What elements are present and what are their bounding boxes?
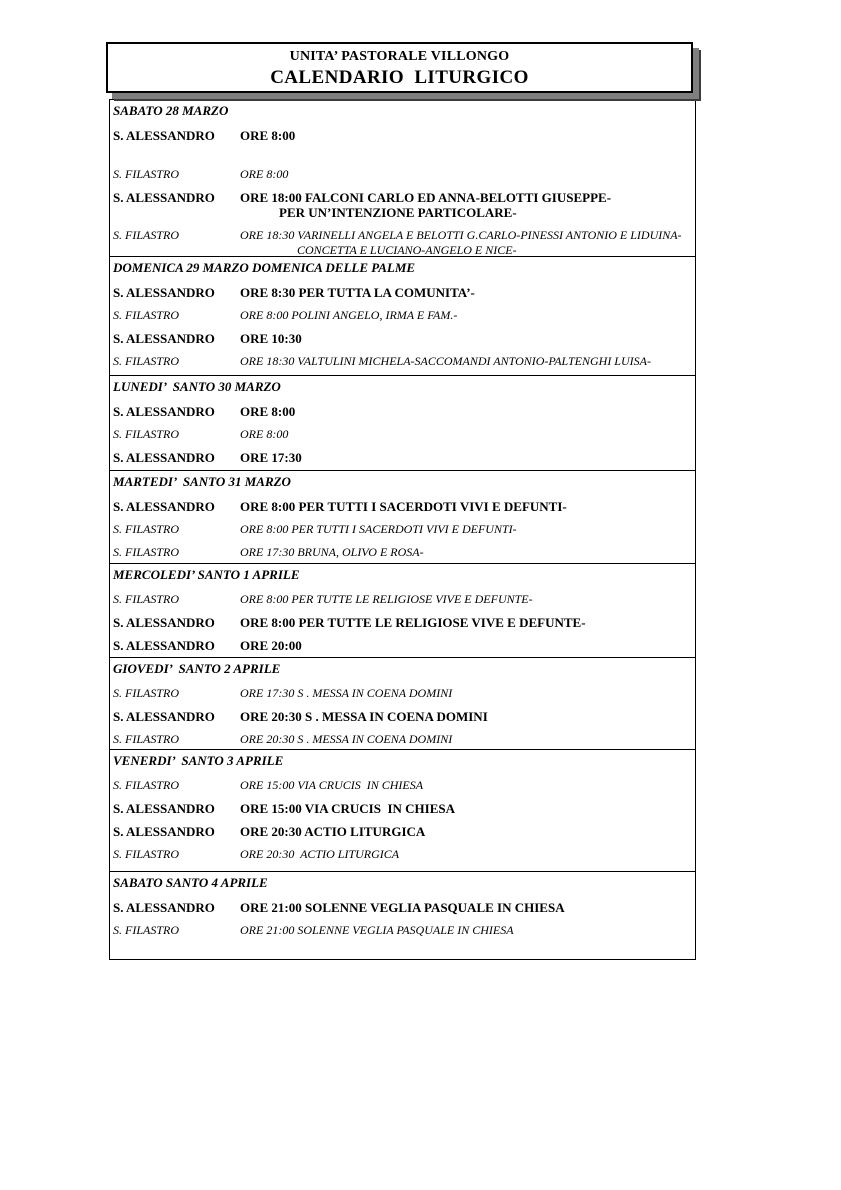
- mass-row: [113, 900, 693, 915]
- day-header: LUNEDI’ SANTO 30 MARZO: [113, 379, 281, 394]
- church-label: S. FILASTRO: [113, 686, 179, 700]
- mass-details: [240, 778, 693, 793]
- mass-detail-line: ORE 15:00 VIA CRUCIS IN CHIESA: [240, 801, 456, 816]
- header-box: [106, 42, 693, 93]
- mass-row: [113, 592, 693, 607]
- mass-details: [240, 308, 693, 323]
- mass-details: [240, 404, 693, 419]
- mass-detail-line: ORE 18:30 VARINELLI ANGELA E BELOTTI G.CARLO-PINESSI ANTONIO E LIDUINA-: [240, 228, 682, 242]
- day-header: MERCOLEDI’ SANTO 1 APRILE: [113, 567, 300, 582]
- mass-details: [240, 732, 693, 747]
- mass-row: [113, 331, 693, 346]
- mass-details: [240, 824, 693, 839]
- document-title: UNITA’ PASTORALE VILLONGO: [289, 49, 510, 64]
- mass-detail-continuation: CONCETTA E LUCIANO-ANGELO E NICE-: [297, 243, 517, 257]
- mass-detail-line: ORE 8:00: [240, 404, 296, 419]
- church-label: S. FILASTRO: [113, 847, 179, 861]
- mass-row: [113, 522, 693, 537]
- mass-details: [240, 847, 693, 862]
- church-label: S. FILASTRO: [113, 308, 179, 322]
- mass-details: [240, 592, 693, 607]
- mass-row: [113, 285, 693, 300]
- mass-details: [240, 228, 693, 257]
- mass-row: [113, 686, 693, 701]
- day-header: SABATO SANTO 4 APRILE: [113, 875, 268, 890]
- church-label: S. FILASTRO: [113, 732, 179, 746]
- mass-detail-line: ORE 20:30 ACTIO LITURGICA: [240, 824, 426, 839]
- mass-row: [113, 450, 693, 465]
- mass-details: [240, 638, 693, 653]
- day-section: [109, 99, 696, 257]
- mass-row: [113, 709, 693, 724]
- day-header: SABATO 28 MARZO: [113, 103, 229, 118]
- day-header: MARTEDI’ SANTO 31 MARZO: [113, 474, 291, 489]
- mass-detail-line: ORE 8:00: [240, 167, 289, 181]
- day-section: [109, 375, 696, 471]
- mass-row: [113, 404, 693, 419]
- mass-detail-line: ORE 20:30 ACTIO LITURGICA: [240, 847, 400, 861]
- mass-detail-line: ORE 8:00 PER TUTTI I SACERDOTI VIVI E DEFUNTI-: [240, 499, 567, 514]
- church-label: S. ALESSANDRO: [113, 331, 215, 346]
- mass-row: [113, 190, 693, 220]
- mass-details: [240, 522, 693, 537]
- church-label: S. ALESSANDRO: [113, 900, 215, 915]
- church-label: S. FILASTRO: [113, 167, 179, 181]
- mass-details: [240, 686, 693, 701]
- mass-detail-line: ORE 8:00 PER TUTTI I SACERDOTI VIVI E DEFUNTI-: [240, 522, 517, 536]
- liturgical-calendar-table: [109, 99, 696, 960]
- mass-row: [113, 308, 693, 323]
- mass-detail-line: ORE 20:00: [240, 638, 302, 653]
- mass-row: [113, 128, 693, 143]
- church-label: S. ALESSANDRO: [113, 801, 215, 816]
- mass-detail-line: ORE 18:30 VALTULINI MICHELA-SACCOMANDI ANTONIO-PALTENGHI LUISA-: [240, 354, 651, 368]
- mass-detail-line: ORE 10:30: [240, 331, 302, 346]
- church-label: S. ALESSANDRO: [113, 709, 215, 724]
- mass-details: [240, 285, 693, 300]
- church-label: S. ALESSANDRO: [113, 128, 215, 143]
- mass-detail-line: ORE 17:30 BRUNA, OLIVO E ROSA-: [240, 545, 424, 559]
- mass-row: [113, 778, 693, 793]
- day-section: [109, 563, 696, 658]
- day-section: [109, 256, 696, 376]
- church-label: S. FILASTRO: [113, 354, 179, 368]
- mass-details: [240, 190, 693, 220]
- church-label: S. FILASTRO: [113, 522, 179, 536]
- mass-detail-line: ORE 21:00 SOLENNE VEGLIA PASQUALE IN CHIESA: [240, 900, 565, 915]
- mass-details: [240, 354, 693, 369]
- mass-details: [240, 923, 693, 938]
- mass-details: [240, 900, 693, 915]
- church-label: S. ALESSANDRO: [113, 499, 215, 514]
- mass-row: [113, 499, 693, 514]
- mass-detail-line: ORE 8:30 PER TUTTA LA COMUNITA’-: [240, 285, 475, 300]
- mass-row: [113, 923, 693, 938]
- mass-row: [113, 615, 693, 630]
- church-label: S. ALESSANDRO: [113, 404, 215, 419]
- mass-row: [113, 638, 693, 653]
- church-label: S. FILASTRO: [113, 228, 179, 242]
- day-header: VENERDI’ SANTO 3 APRILE: [113, 753, 284, 768]
- mass-row: [113, 354, 693, 369]
- day-section: [109, 657, 696, 750]
- church-label: S. FILASTRO: [113, 592, 179, 606]
- mass-row: [113, 801, 693, 816]
- church-label: S. ALESSANDRO: [113, 190, 215, 205]
- mass-row: [113, 228, 693, 257]
- mass-detail-line: ORE 8:00: [240, 128, 296, 143]
- mass-row: [113, 545, 693, 560]
- mass-details: [240, 331, 693, 346]
- mass-detail-line: ORE 8:00 PER TUTTE LE RELIGIOSE VIVE E DEFUNTE-: [240, 615, 586, 630]
- church-label: S. ALESSANDRO: [113, 638, 215, 653]
- day-section: [109, 749, 696, 872]
- mass-detail-line: ORE 17:30 S . MESSA IN COENA DOMINI: [240, 686, 453, 700]
- church-label: S. FILASTRO: [113, 545, 179, 559]
- mass-detail-continuation: PER UN’INTENZIONE PARTICOLARE-: [279, 205, 517, 220]
- mass-details: [240, 615, 693, 630]
- church-label: S. FILASTRO: [113, 923, 179, 937]
- mass-row: [113, 427, 693, 442]
- church-label: S. ALESSANDRO: [113, 450, 215, 465]
- mass-detail-line: ORE 17:30: [240, 450, 302, 465]
- church-label: S. FILASTRO: [113, 778, 179, 792]
- day-header: GIOVEDI’ SANTO 2 APRILE: [113, 661, 281, 676]
- day-section: [109, 871, 696, 960]
- mass-detail-line: ORE 21:00 SOLENNE VEGLIA PASQUALE IN CHIESA: [240, 923, 514, 937]
- mass-detail-line: ORE 8:00 PER TUTTE LE RELIGIOSE VIVE E DEFUNTE-: [240, 592, 533, 606]
- mass-details: [240, 128, 693, 143]
- document-subtitle: CALENDARIO LITURGICO: [270, 67, 529, 88]
- mass-details: [240, 427, 693, 442]
- church-label: S. FILASTRO: [113, 427, 179, 441]
- mass-detail-line: ORE 20:30 S . MESSA IN COENA DOMINI: [240, 732, 453, 746]
- day-header: DOMENICA 29 MARZO DOMENICA DELLE PALME: [113, 260, 416, 275]
- mass-detail-line: ORE 8:00 POLINI ANGELO, IRMA E FAM.-: [240, 308, 458, 322]
- mass-detail-line: ORE 15:00 VIA CRUCIS IN CHIESA: [240, 778, 424, 792]
- mass-row: [113, 847, 693, 862]
- mass-detail-line: ORE 20:30 S . MESSA IN COENA DOMINI: [240, 709, 488, 724]
- mass-details: [240, 545, 693, 560]
- mass-details: [240, 801, 693, 816]
- mass-details: [240, 167, 693, 182]
- church-label: S. ALESSANDRO: [113, 615, 215, 630]
- church-label: S. ALESSANDRO: [113, 285, 215, 300]
- church-label: S. ALESSANDRO: [113, 824, 215, 839]
- day-section: [109, 470, 696, 564]
- mass-row: [113, 167, 693, 182]
- mass-row: [113, 824, 693, 839]
- mass-details: [240, 709, 693, 724]
- mass-row: [113, 732, 693, 747]
- mass-detail-line: ORE 18:00 FALCONI CARLO ED ANNA-BELOTTI GIUSEPPE-: [240, 190, 612, 205]
- mass-details: [240, 499, 693, 514]
- mass-detail-line: ORE 8:00: [240, 427, 289, 441]
- mass-details: [240, 450, 693, 465]
